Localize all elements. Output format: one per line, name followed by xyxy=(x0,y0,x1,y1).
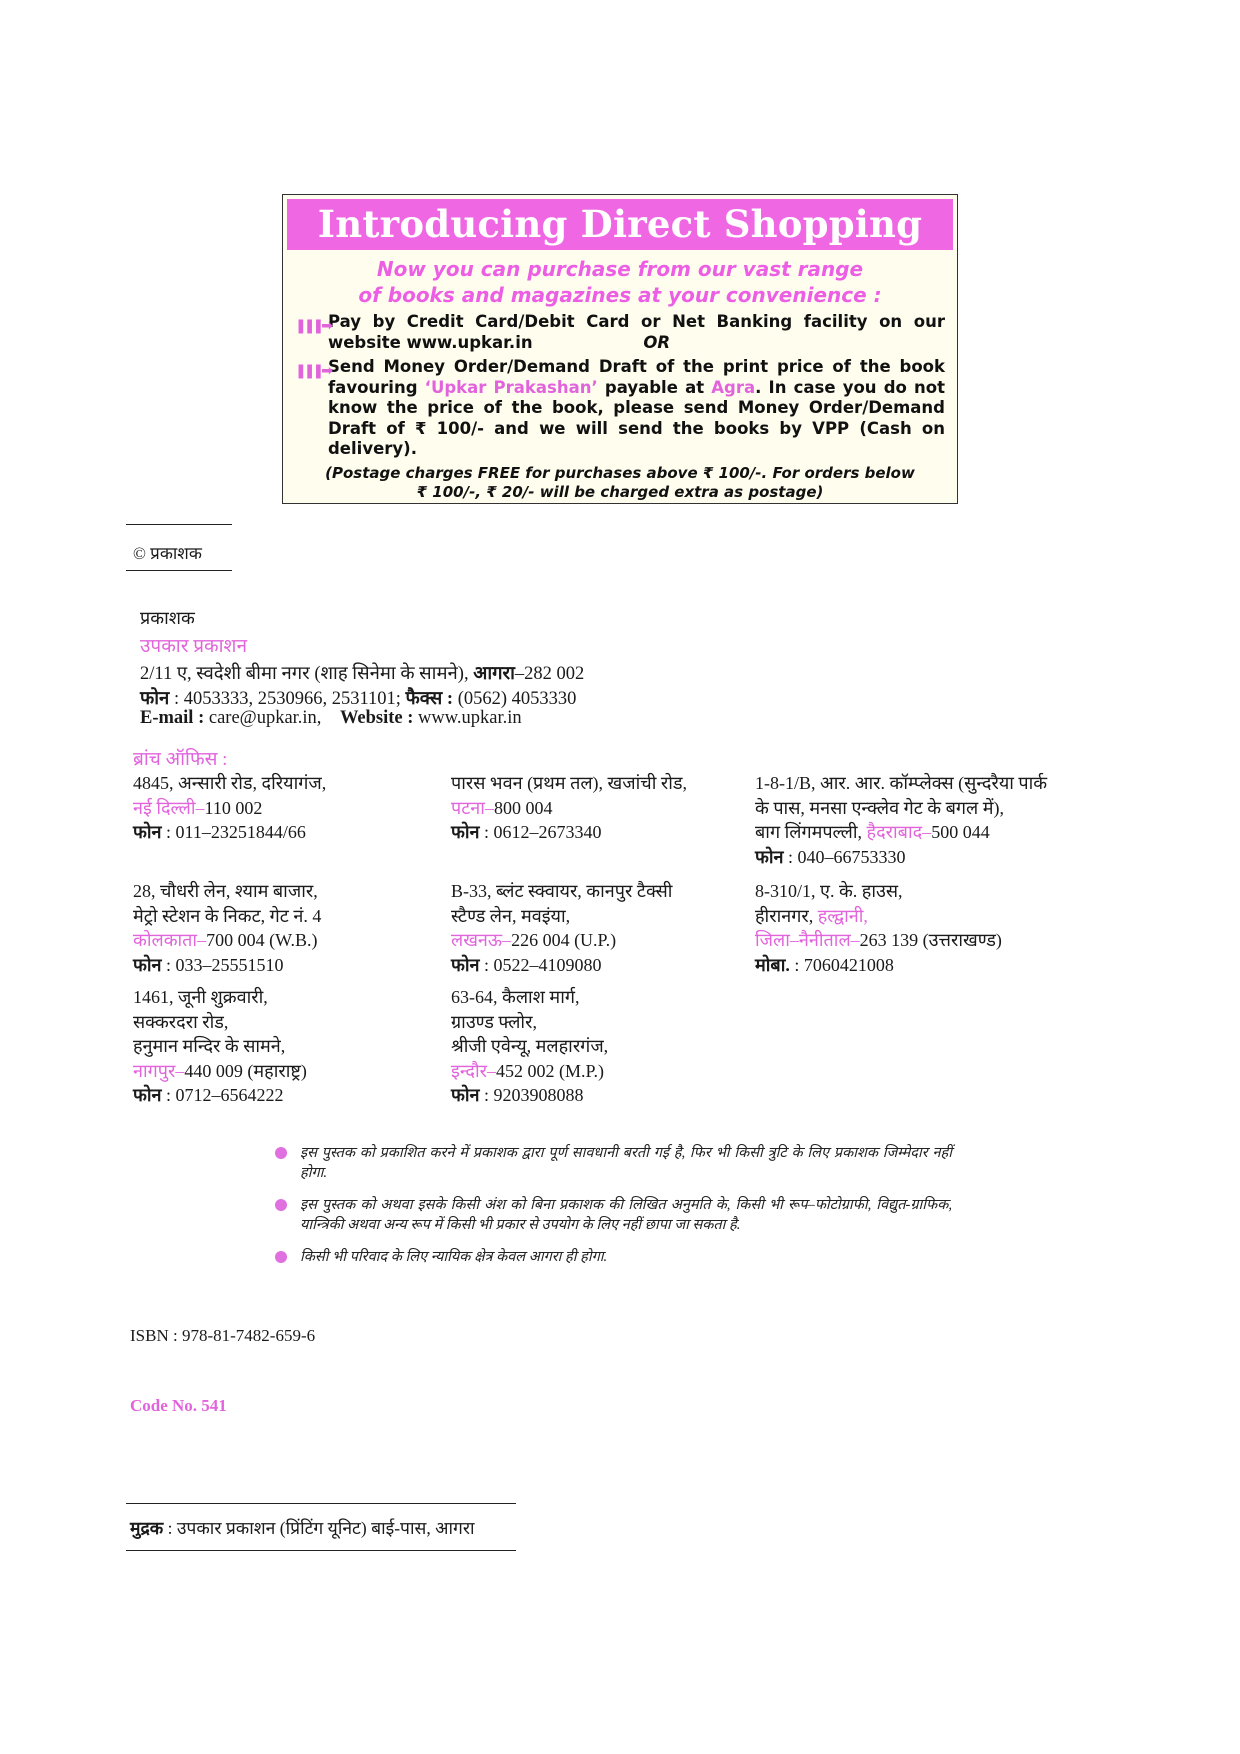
branch-lucknow xyxy=(451,879,672,977)
branch-address-line: 1461, जूनी शुक्रवारी, xyxy=(133,987,268,1007)
website-value[interactable]: www.upkar.in xyxy=(413,708,522,728)
branch-phone: : 0712–6564222 xyxy=(161,1085,284,1105)
ad-note-line-1: (Postage charges FREE for purchases above ₹ 100/-. For orders below xyxy=(325,463,915,482)
ad-title: Introducing Direct Shopping xyxy=(287,199,953,250)
branch-kolkata xyxy=(133,879,321,977)
branch-address-line: B-33, ब्लंट स्क्वायर, कानपुर टैक्सी xyxy=(451,881,673,901)
ad-item-online-payment xyxy=(283,312,957,353)
direct-shopping-ad xyxy=(282,194,958,504)
email-value[interactable]: care@upkar.in, xyxy=(204,708,322,728)
note-item xyxy=(272,1195,952,1235)
branch-address-line: हीरानगर, xyxy=(755,905,818,926)
email-label: E-mail : xyxy=(140,708,205,728)
phone-value: : 4053333, 2530966, 2531101; xyxy=(169,689,406,709)
branch-pin: 226 004 (U.P.) xyxy=(511,930,617,950)
ad-item-money-order xyxy=(283,357,957,460)
branch-address-line: 63-64, कैलाश मार्ग, xyxy=(451,987,580,1007)
printer-text: : उपकार प्रकाशन (प्रिंटिंग यूनिट) बाई-पास, आगरा xyxy=(163,1518,475,1538)
note-item xyxy=(272,1247,952,1267)
branch-pin: 500 044 xyxy=(931,822,990,842)
publisher-name: उपकार प्रकाशन xyxy=(140,636,248,657)
branch-city: नई दिल्ली– xyxy=(133,797,205,818)
branch-delhi xyxy=(133,771,326,845)
branch-address-line: 1-8-1/B, आर. आर. कॉम्प्लेक्स (सुन्दरैया पार्क xyxy=(755,773,1048,793)
branch-pin: 800 004 xyxy=(493,797,553,818)
publisher-contact xyxy=(140,708,522,729)
branch-address-line: हनुमान मन्दिर के सामने, xyxy=(133,1036,286,1056)
branch-city: हल्द्वानी, xyxy=(817,905,868,926)
note-text: इस पुस्तक को प्रकाशित करने में प्रकाशक द्वारा पूर्ण सावधानी बरती गई है, फिर भी किसी त्रुटि के लिए प्रकाशक जिम्मेदार नहीं होगा. xyxy=(300,1145,952,1181)
printer-bottom-rule xyxy=(126,1550,516,1551)
note-text: किसी भी परिवाद के लिए न्यायिक क्षेत्र केवल आगरा ही होगा. xyxy=(300,1249,608,1265)
publisher-address-text: 2/11 ए, स्वदेशी बीमा नगर (शाह सिनेमा के सामने), xyxy=(140,664,474,684)
ad-item-2-text-b: payable at xyxy=(597,377,712,397)
branch-address-line: बाग लिंगमपल्ली, xyxy=(755,822,867,842)
copyright-top-rule xyxy=(126,524,232,525)
publisher-address-city: आगरा xyxy=(473,664,515,684)
branch-pin: 440 009 (महाराष्ट्र) xyxy=(184,1060,307,1081)
branch-phone-label: फोन xyxy=(451,1085,480,1105)
branch-phone: : 040–66753330 xyxy=(783,846,906,867)
branch-district: जिला–नैनीताल– xyxy=(755,930,860,950)
branch-office-heading: ब्रांच ऑफिस : xyxy=(133,749,228,770)
ad-subtitle-line-1: Now you can purchase from our vast range xyxy=(376,257,864,281)
disclaimer-notes xyxy=(272,1143,952,1279)
branch-city: इन्दौर– xyxy=(451,1060,496,1081)
branch-phone: : 0522–4109080 xyxy=(479,954,602,975)
branch-patna xyxy=(451,771,687,845)
branch-address-line: ग्राउण्ड फ्लोर, xyxy=(451,1011,537,1032)
ad-subtitle-line-2: of books and magazines at your convenience : xyxy=(358,283,882,307)
branch-city: हैदराबाद– xyxy=(866,822,932,842)
publisher-phone xyxy=(140,685,576,710)
branch-phone-label: फोन xyxy=(133,954,162,975)
branch-address-line: के पास, मनसा एन्क्लेव गेट के बगल में), xyxy=(755,797,1004,818)
branch-haldwani xyxy=(755,879,1002,977)
ad-item-2-highlight-upkar: ‘Upkar Prakashan’ xyxy=(424,377,598,397)
publisher-address xyxy=(140,660,584,685)
fax-value: (0562) 4053330 xyxy=(453,689,577,709)
printer-line xyxy=(130,1516,475,1540)
branch-phone-label: फोन xyxy=(451,822,480,842)
note-text: इस पुस्तक को अथवा इसके किसी अंश को बिना प्रकाशक की लिखित अनुमति के, किसी भी रूप–फोटोग्राफी, विद्युत-ग्राफिक, यान्त्रिकी अथवा अन्य रूप में किसी भी प्रकार से उपयोग के लिए नहीं छापा जा सकता है. xyxy=(300,1197,952,1233)
note-item xyxy=(272,1143,952,1183)
ad-note-line-2: ₹ 100/-, ₹ 20/- will be charged extra as postage) xyxy=(416,482,824,501)
phone-label: फोन xyxy=(140,689,170,709)
branch-phone-label: फोन xyxy=(451,954,480,975)
ad-postage-note xyxy=(283,464,957,502)
website-label: Website : xyxy=(339,708,414,728)
bullet-dot-icon xyxy=(275,1147,287,1159)
printer-label: मुद्रक xyxy=(130,1518,164,1538)
branch-city: नागपुर– xyxy=(133,1060,185,1081)
branch-phone-label: फोन xyxy=(133,1085,162,1105)
bullet-dot-icon xyxy=(275,1199,287,1211)
publisher-address-pin: –282 002 xyxy=(514,664,585,684)
branch-phone: : 011–23251844/66 xyxy=(161,822,306,842)
printer-top-rule xyxy=(126,1503,516,1504)
branch-city: लखनऊ– xyxy=(451,930,512,950)
branch-address-line: 28, चौधरी लेन, श्याम बाजार, xyxy=(133,881,318,901)
branch-phone: : 9203908088 xyxy=(479,1085,584,1105)
branch-pin: 110 002 xyxy=(204,797,263,818)
branch-address-line: पारस भवन (प्रथम तल), खजांची रोड, xyxy=(451,773,688,793)
branch-address-line: सक्करदरा रोड, xyxy=(133,1011,229,1032)
arrow-bullet-icon: ❚❚❚➡ xyxy=(295,318,330,334)
branch-pin: 452 002 (M.P.) xyxy=(495,1060,604,1081)
branch-phone-label: फोन xyxy=(755,846,784,867)
branch-phone: : 0612–2673340 xyxy=(479,822,602,842)
ad-item-2-text-a: Send Money Order/Demand Draft of the print price of the book favouring xyxy=(328,357,945,397)
branch-address-line: श्रीजी एवेन्यू, मलहारगंज, xyxy=(451,1036,609,1056)
publisher-label: प्रकाशक xyxy=(140,608,195,628)
branch-city: कोलकाता– xyxy=(133,930,207,950)
branch-hyderabad xyxy=(755,771,1047,869)
fax-label: फैक्स : xyxy=(405,689,454,709)
copyright-bottom-rule xyxy=(126,570,232,571)
ad-item-1-or: OR xyxy=(643,332,671,352)
ad-item-2-highlight-agra: Agra xyxy=(711,377,756,397)
branch-address-line: 4845, अन्सारी रोड, दरियागंज, xyxy=(133,773,327,793)
ad-subtitle xyxy=(283,256,957,308)
copyright-line: © प्रकाशक xyxy=(133,544,202,563)
branch-pin: 263 139 (उत्तराखण्ड) xyxy=(859,930,1002,950)
isbn: ISBN : 978-81-7482-659-6 xyxy=(130,1326,316,1345)
branch-phone-label: मोबा. xyxy=(755,954,790,975)
branch-phone-label: फोन xyxy=(133,822,162,842)
ad-item-1-text: Pay by Credit Card/Debit Card or Net Banking facility on our website www.upkar.in xyxy=(328,312,945,352)
branch-address-line: मेट्रो स्टेशन के निकट, गेट नं. 4 xyxy=(133,905,322,926)
branch-pin: 700 004 (W.B.) xyxy=(206,930,318,950)
ad-item-2-text-c: . In case you do not know the price of the book, please send Money Order/Demand Draft of ₹ 100/- and we will send the books by VPP (Cash on delivery). xyxy=(328,377,945,458)
branch-indore xyxy=(451,985,608,1108)
branch-phone: : 033–25551510 xyxy=(161,954,284,975)
branch-nagpur xyxy=(133,985,307,1108)
code-number: Code No. 541 xyxy=(130,1396,227,1415)
branch-address-line: 8-310/1, ए. के. हाउस, xyxy=(755,881,903,901)
bullet-dot-icon xyxy=(275,1251,287,1263)
branch-address-line: स्टैण्ड लेन, मवइंया, xyxy=(451,905,571,926)
arrow-bullet-icon: ❚❚❚➡ xyxy=(295,363,330,379)
branch-city: पटना– xyxy=(451,797,494,818)
branch-phone: : 7060421008 xyxy=(789,954,894,975)
